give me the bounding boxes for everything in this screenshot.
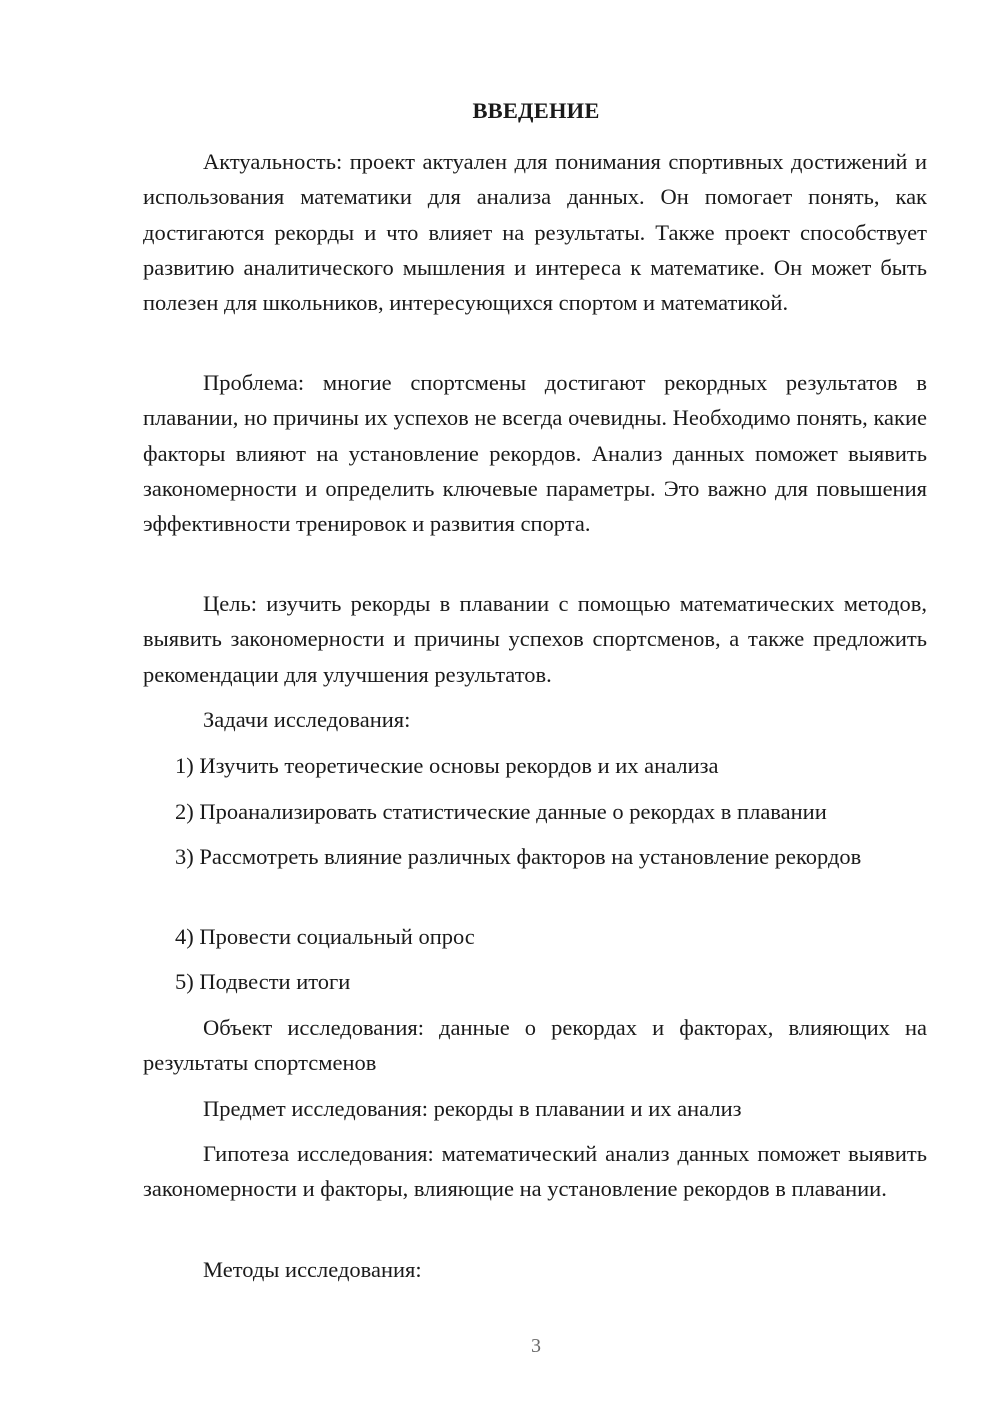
task-item-2: 2) Проанализировать статистические данные о рекордах в плавании [175, 799, 827, 824]
problem-paragraph: Проблема: многие спортсмены достигают рекордных результатов в плавании, но причины их успехов не всегда очевидны. Необходимо понять, какие факторы влияют на установление рекордов. Анализ данных поможет выявить закономерности и определить ключевые параметры. Это важно для повышения эффективности тренировок и развития спорта. [143, 370, 927, 537]
task-item-1: 1) Изучить теоретические основы рекордов и их анализа [175, 753, 719, 778]
subject-paragraph: Предмет исследования: рекорды в плавании и их анализ [203, 1096, 742, 1121]
task-item-5: 5) Подвести итоги [175, 969, 351, 994]
page-number: 3 [531, 1335, 541, 1357]
methods-heading: Методы исследования: [203, 1257, 422, 1282]
task-item-4: 4) Провести социальный опрос [175, 924, 475, 949]
section-heading: ВВЕДЕНИЕ [472, 98, 600, 123]
goal-paragraph: Цель: изучить рекорды в плавании с помощью математических методов, выявить закономерности и причины успехов спортсменов, а также предложить рекомендации для улучшения результатов. [143, 591, 927, 687]
relevance-paragraph: Актуальность: проект актуален для понимания спортивных достижений и использования математики для анализа данных. Он помогает понять, как достигаются рекорды и что влияет на результаты. Также проект способствует развитию аналитического мышления и интереса к математике. Он может быть полезен для школьников, интересующихся спортом и математикой. [143, 149, 927, 316]
tasks-heading: Задачи исследования: [203, 707, 411, 732]
task-item-3: 3) Рассмотреть влияние различных факторов на установление рекордов [175, 844, 862, 869]
object-paragraph: Объект исследования: данные о рекордах и факторах, влияющих на результаты спортсменов [143, 1015, 927, 1076]
hypothesis-paragraph: Гипотеза исследования: математический анализ данных поможет выявить закономерности и факторы, влияющие на установление рекордов в плавании. [143, 1141, 927, 1202]
